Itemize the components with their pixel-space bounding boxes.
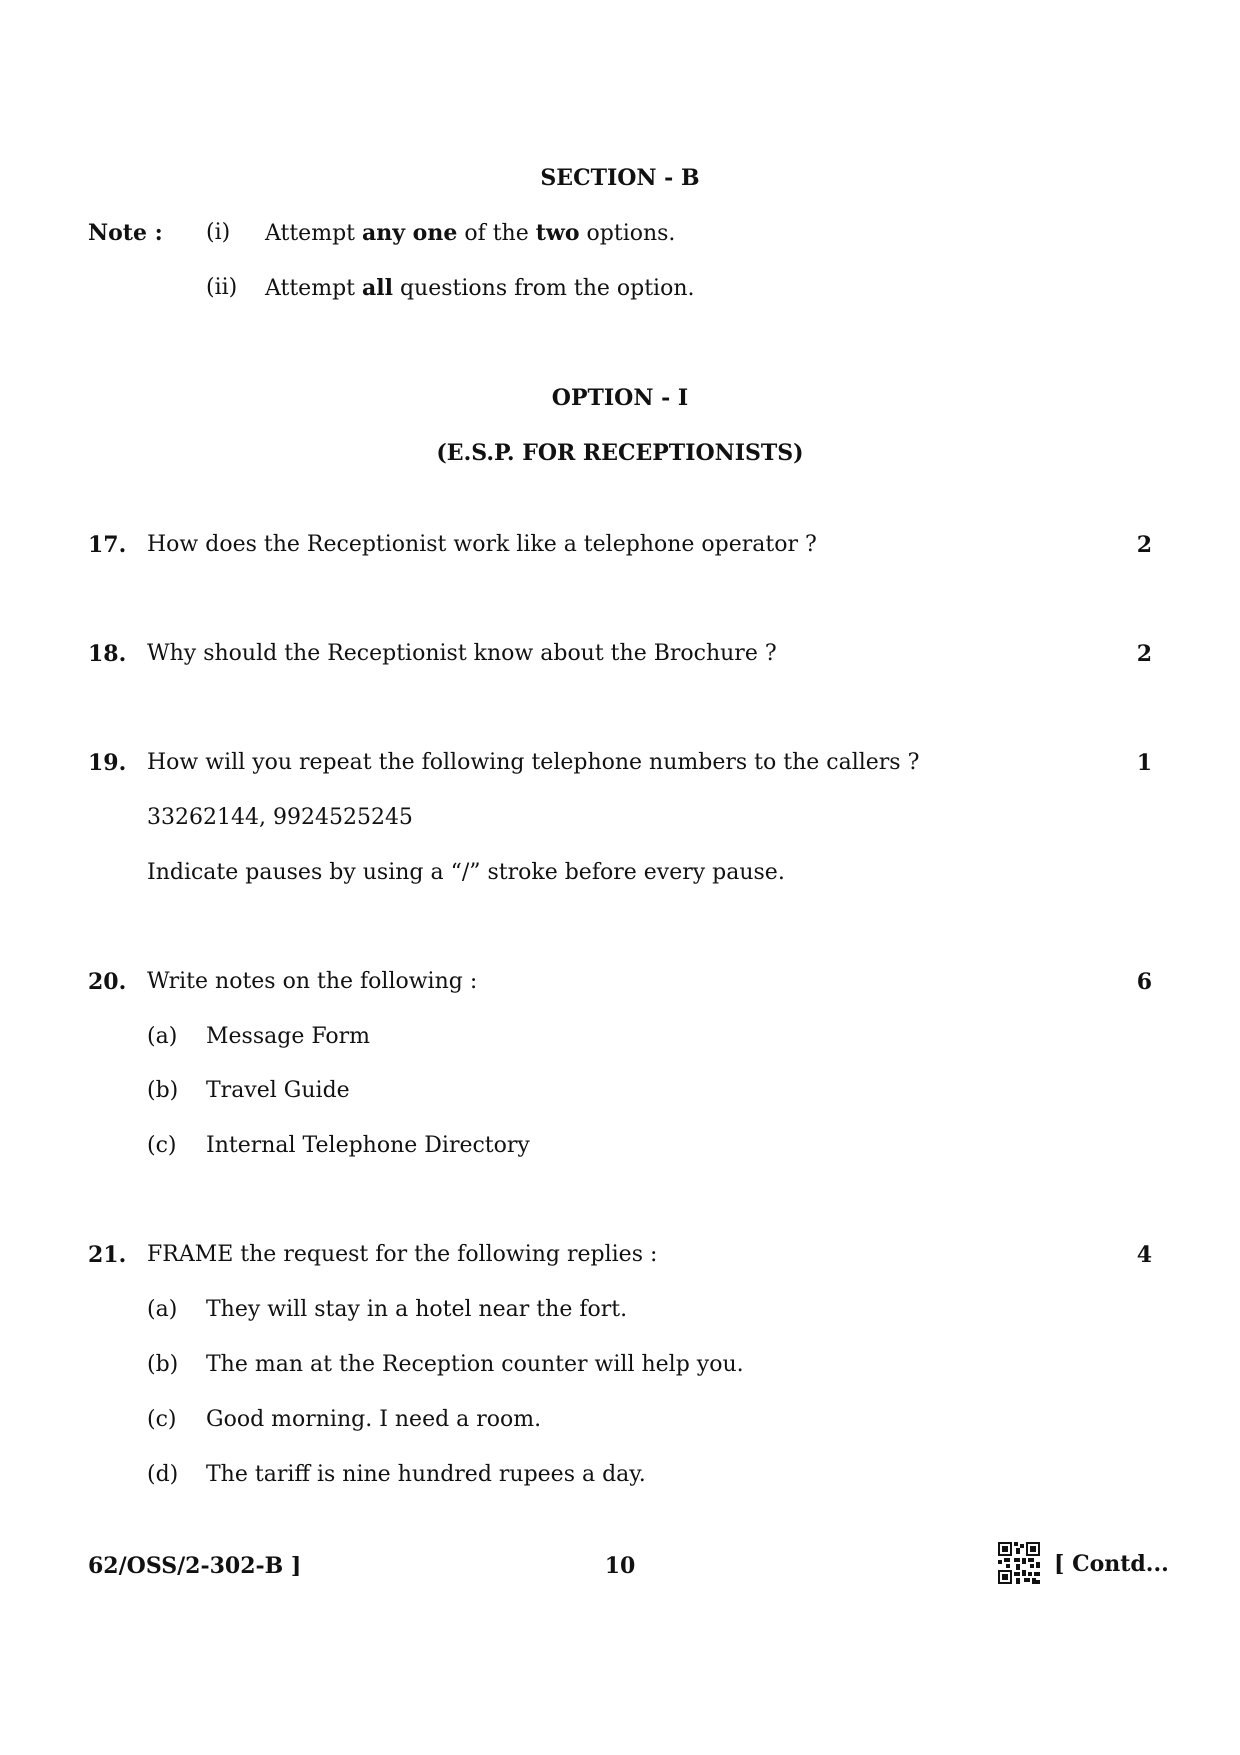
question-21-number: 21. (88, 1242, 127, 1268)
question-21-marks: 4 (1136, 1242, 1152, 1268)
qr-code-icon (998, 1542, 1040, 1584)
question-20-item-text: Message Form (206, 1024, 371, 1049)
question-19-marks: 1 (1136, 750, 1152, 776)
question-19-instruction: Indicate pauses by using a “/” stroke before every pause. (147, 860, 785, 885)
question-17-number: 17. (88, 532, 127, 558)
question-20-item-text: Travel Guide (206, 1078, 350, 1103)
question-20-text: Write notes on the following : (147, 969, 478, 994)
question-21-item-label: (d) (147, 1462, 179, 1487)
option-subtitle: (E.S.P. FOR RECEPTIONISTS) (436, 440, 804, 466)
note-1-text: Attempt any one of the two options. (265, 220, 676, 246)
question-17-text: How does the Receptionist work like a telephone operator ? (147, 532, 817, 557)
question-20-item-label: (a) (147, 1024, 178, 1049)
paper-code: 62/OSS/2-302-B ] (88, 1553, 302, 1579)
section-title: SECTION - B (540, 165, 700, 191)
question-17-marks: 2 (1136, 532, 1152, 558)
note-2-text: Attempt all questions from the option. (265, 275, 695, 301)
question-21-item-label: (c) (147, 1407, 177, 1432)
question-21-item-text: Good morning. I need a room. (206, 1407, 542, 1432)
question-20-item-label: (b) (147, 1078, 179, 1103)
question-19-text: How will you repeat the following telephone numbers to the callers ? (147, 750, 920, 775)
question-21-item-label: (b) (147, 1352, 179, 1377)
question-20-item-text: Internal Telephone Directory (206, 1133, 530, 1158)
question-21-item-text: The man at the Reception counter will help you. (206, 1352, 744, 1377)
question-21-text: FRAME the request for the following replies : (147, 1242, 658, 1267)
note-2-number: (ii) (206, 275, 238, 300)
continued-label: [ Contd... (1054, 1551, 1169, 1577)
note-label: Note : (88, 220, 163, 246)
question-21-item-label: (a) (147, 1297, 178, 1322)
question-20-item-label: (c) (147, 1133, 177, 1158)
question-20-marks: 6 (1136, 969, 1152, 995)
question-19-numbers: 33262144, 9924525245 (147, 805, 413, 830)
question-19-number: 19. (88, 750, 127, 776)
option-title: OPTION - I (551, 385, 689, 411)
question-21-item-text: The tariff is nine hundred rupees a day. (206, 1462, 646, 1487)
page-number: 10 (604, 1553, 636, 1579)
question-18-text: Why should the Receptionist know about the Brochure ? (147, 641, 777, 666)
question-18-number: 18. (88, 641, 127, 667)
note-1-number: (i) (206, 220, 231, 245)
question-20-number: 20. (88, 969, 127, 995)
question-18-marks: 2 (1136, 641, 1152, 667)
question-21-item-text: They will stay in a hotel near the fort. (206, 1297, 628, 1322)
